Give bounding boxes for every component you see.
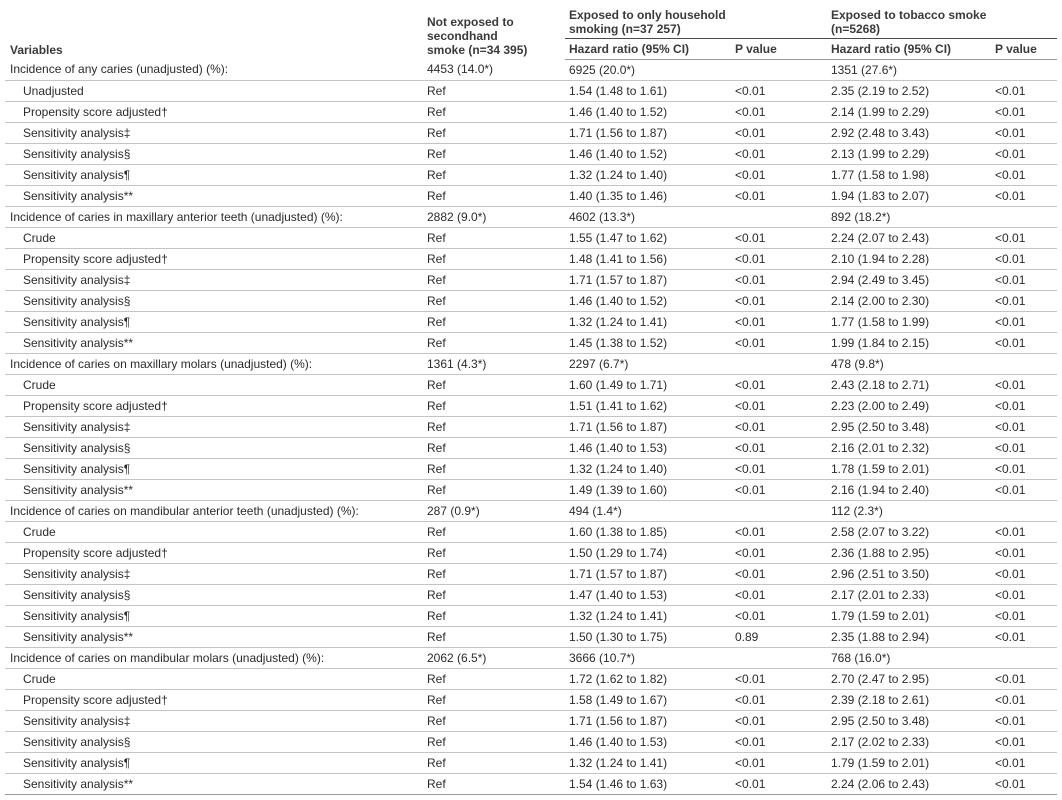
tobacco-hazard-ratio: 2.14 (1.99 to 2.29) (827, 102, 991, 123)
table-row (5, 564, 1057, 585)
tobacco-hazard-ratio: 2.39 (2.18 to 2.61) (827, 690, 991, 711)
row-label: Unadjusted (5, 81, 423, 102)
table-row-outcome (5, 501, 1057, 522)
household-p-value: <0.01 (731, 312, 827, 333)
table-row (5, 753, 1057, 774)
table-row (5, 732, 1057, 753)
table-row (5, 249, 1057, 270)
row-label: Sensitivity analysis§ (5, 585, 423, 606)
row-label: Propensity score adjusted† (5, 249, 423, 270)
table-row (5, 396, 1057, 417)
header-tobacco-line-1: Exposed to tobacco smoke (831, 8, 987, 22)
tobacco-p-value: <0.01 (991, 564, 1057, 585)
tobacco-hazard-ratio: 2.95 (2.50 to 3.48) (827, 711, 991, 732)
household-hazard-ratio: 1.47 (1.40 to 1.53) (565, 585, 731, 606)
not-exposed-value: Ref (423, 732, 565, 753)
tobacco-p-value: <0.01 (991, 417, 1057, 438)
not-exposed-value: Ref (423, 522, 565, 543)
household-p-value: <0.01 (731, 291, 827, 312)
row-label: Sensitivity analysis¶ (5, 459, 423, 480)
row-label: Sensitivity analysis** (5, 627, 423, 648)
household-hazard-ratio: 1.71 (1.56 to 1.87) (565, 417, 731, 438)
tobacco-hazard-ratio: 1.77 (1.58 to 1.98) (827, 165, 991, 186)
row-label: Sensitivity analysis¶ (5, 165, 423, 186)
tobacco-hazard-ratio: 2.43 (2.18 to 2.71) (827, 375, 991, 396)
not-exposed-value: Ref (423, 270, 565, 291)
tobacco-hazard-ratio: 2.24 (2.06 to 2.43) (827, 774, 991, 795)
tobacco-p-value: <0.01 (991, 396, 1057, 417)
tobacco-hazard-ratio: 2.10 (1.94 to 2.28) (827, 249, 991, 270)
household-p-value (731, 207, 827, 228)
household-p-value: <0.01 (731, 144, 827, 165)
table-row (5, 291, 1057, 312)
header-p-value-tobacco: P value (991, 39, 1057, 60)
tobacco-p-value: <0.01 (991, 291, 1057, 312)
row-label: Incidence of caries in maxillary anterior teeth (unadjusted) (%): (5, 207, 423, 228)
household-hazard-ratio: 1.50 (1.29 to 1.74) (565, 543, 731, 564)
household-hazard-ratio: 1.54 (1.46 to 1.63) (565, 774, 731, 795)
header-variables: Variables (10, 42, 63, 57)
household-p-value: <0.01 (731, 732, 827, 753)
tobacco-p-value: <0.01 (991, 123, 1057, 144)
tobacco-p-value: <0.01 (991, 228, 1057, 249)
table-row (5, 690, 1057, 711)
household-p-value: <0.01 (731, 123, 827, 144)
table-row (5, 186, 1057, 207)
tobacco-p-value: <0.01 (991, 480, 1057, 501)
household-hazard-ratio: 494 (1.4*) (565, 501, 731, 522)
household-p-value: <0.01 (731, 564, 827, 585)
table-row (5, 375, 1057, 396)
tobacco-hazard-ratio: 2.92 (2.48 to 3.43) (827, 123, 991, 144)
household-p-value: <0.01 (731, 102, 827, 123)
not-exposed-value: Ref (423, 375, 565, 396)
header-not-exposed-line-3: smoke (n=34 395) (427, 42, 528, 57)
household-hazard-ratio: 1.58 (1.49 to 1.67) (565, 690, 731, 711)
household-p-value: <0.01 (731, 438, 827, 459)
tobacco-p-value: <0.01 (991, 186, 1057, 207)
tobacco-p-value: <0.01 (991, 144, 1057, 165)
household-hazard-ratio: 1.60 (1.38 to 1.85) (565, 522, 731, 543)
tobacco-hazard-ratio: 112 (2.3*) (827, 501, 991, 522)
tobacco-hazard-ratio: 768 (16.0*) (827, 648, 991, 669)
tobacco-p-value: <0.01 (991, 333, 1057, 354)
household-p-value: <0.01 (731, 249, 827, 270)
not-exposed-value: Ref (423, 480, 565, 501)
not-exposed-value: Ref (423, 249, 565, 270)
not-exposed-value: Ref (423, 291, 565, 312)
row-label: Sensitivity analysis‡ (5, 417, 423, 438)
tobacco-hazard-ratio: 2.17 (2.01 to 2.33) (827, 585, 991, 606)
not-exposed-value: Ref (423, 627, 565, 648)
household-p-value: <0.01 (731, 543, 827, 564)
not-exposed-value: Ref (423, 669, 565, 690)
table-row (5, 333, 1057, 354)
results-table (5, 2, 1057, 795)
household-p-value: <0.01 (731, 690, 827, 711)
tobacco-p-value: <0.01 (991, 438, 1057, 459)
household-hazard-ratio: 1.46 (1.40 to 1.52) (565, 144, 731, 165)
household-p-value: <0.01 (731, 165, 827, 186)
household-hazard-ratio: 6925 (20.0*) (565, 60, 731, 81)
row-label: Propensity score adjusted† (5, 543, 423, 564)
tobacco-p-value: <0.01 (991, 312, 1057, 333)
household-hazard-ratio: 1.46 (1.40 to 1.53) (565, 438, 731, 459)
tobacco-p-value (991, 354, 1057, 375)
tobacco-p-value: <0.01 (991, 522, 1057, 543)
tobacco-p-value (991, 501, 1057, 522)
row-label: Sensitivity analysis§ (5, 144, 423, 165)
household-p-value: <0.01 (731, 669, 827, 690)
household-p-value: <0.01 (731, 228, 827, 249)
household-p-value: <0.01 (731, 522, 827, 543)
tobacco-p-value: <0.01 (991, 165, 1057, 186)
row-label: Sensitivity analysis¶ (5, 312, 423, 333)
not-exposed-value: 4453 (14.0*) (423, 60, 565, 81)
tobacco-hazard-ratio: 2.24 (2.07 to 2.43) (827, 228, 991, 249)
header-not-exposed-line-2: secondhand (427, 28, 498, 43)
tobacco-hazard-ratio: 892 (18.2*) (827, 207, 991, 228)
table-row (5, 312, 1057, 333)
table-row (5, 81, 1057, 102)
tobacco-hazard-ratio: 2.35 (1.88 to 2.94) (827, 627, 991, 648)
table-row (5, 270, 1057, 291)
row-label: Sensitivity analysis‡ (5, 711, 423, 732)
row-label: Incidence of caries on mandibular molars (unadjusted) (%): (5, 648, 423, 669)
tobacco-hazard-ratio: 2.94 (2.49 to 3.45) (827, 270, 991, 291)
tobacco-hazard-ratio: 1.78 (1.59 to 2.01) (827, 459, 991, 480)
not-exposed-value: Ref (423, 312, 565, 333)
household-hazard-ratio: 1.71 (1.57 to 1.87) (565, 564, 731, 585)
tobacco-hazard-ratio: 2.96 (2.51 to 3.50) (827, 564, 991, 585)
household-hazard-ratio: 1.32 (1.24 to 1.40) (565, 165, 731, 186)
household-hazard-ratio: 1.50 (1.30 to 1.75) (565, 627, 731, 648)
household-p-value: <0.01 (731, 585, 827, 606)
tobacco-p-value: <0.01 (991, 585, 1057, 606)
not-exposed-value: Ref (423, 711, 565, 732)
table-row-outcome (5, 648, 1057, 669)
not-exposed-value: Ref (423, 417, 565, 438)
header-not-exposed (423, 2, 565, 60)
household-p-value: 0.89 (731, 627, 827, 648)
household-hazard-ratio: 1.46 (1.40 to 1.53) (565, 732, 731, 753)
row-label: Sensitivity analysis** (5, 333, 423, 354)
row-label: Propensity score adjusted† (5, 690, 423, 711)
row-label: Sensitivity analysis‡ (5, 123, 423, 144)
row-label: Sensitivity analysis¶ (5, 606, 423, 627)
not-exposed-value: Ref (423, 690, 565, 711)
table-row (5, 102, 1057, 123)
tobacco-p-value: <0.01 (991, 669, 1057, 690)
household-hazard-ratio: 1.46 (1.40 to 1.52) (565, 291, 731, 312)
household-hazard-ratio: 1.71 (1.57 to 1.87) (565, 270, 731, 291)
not-exposed-value: 287 (0.9*) (423, 501, 565, 522)
table-row-outcome (5, 60, 1057, 81)
household-p-value: <0.01 (731, 459, 827, 480)
household-hazard-ratio: 1.72 (1.62 to 1.82) (565, 669, 731, 690)
household-p-value: <0.01 (731, 81, 827, 102)
not-exposed-value: Ref (423, 228, 565, 249)
household-hazard-ratio: 1.45 (1.38 to 1.52) (565, 333, 731, 354)
not-exposed-value: Ref (423, 543, 565, 564)
not-exposed-value: Ref (423, 606, 565, 627)
tobacco-p-value: <0.01 (991, 459, 1057, 480)
tobacco-p-value: <0.01 (991, 690, 1057, 711)
tobacco-p-value: <0.01 (991, 102, 1057, 123)
row-label: Sensitivity analysis§ (5, 291, 423, 312)
not-exposed-value: Ref (423, 102, 565, 123)
tobacco-hazard-ratio: 1.79 (1.59 to 2.01) (827, 606, 991, 627)
tobacco-hazard-ratio: 2.17 (2.02 to 2.33) (827, 732, 991, 753)
tobacco-hazard-ratio: 2.36 (1.88 to 2.95) (827, 543, 991, 564)
household-p-value: <0.01 (731, 186, 827, 207)
table-row (5, 774, 1057, 795)
tobacco-p-value: <0.01 (991, 732, 1057, 753)
row-label: Crude (5, 228, 423, 249)
tobacco-hazard-ratio: 2.23 (2.00 to 2.49) (827, 396, 991, 417)
tobacco-hazard-ratio: 2.95 (2.50 to 3.48) (827, 417, 991, 438)
household-hazard-ratio: 1.71 (1.56 to 1.87) (565, 123, 731, 144)
tobacco-hazard-ratio: 1.77 (1.58 to 1.99) (827, 312, 991, 333)
tobacco-p-value: <0.01 (991, 543, 1057, 564)
table-row (5, 144, 1057, 165)
household-p-value: <0.01 (731, 270, 827, 291)
household-p-value: <0.01 (731, 753, 827, 774)
row-label: Sensitivity analysis‡ (5, 270, 423, 291)
not-exposed-value: Ref (423, 396, 565, 417)
row-label: Incidence of caries on maxillary molars (unadjusted) (%): (5, 354, 423, 375)
row-label: Sensitivity analysis** (5, 774, 423, 795)
tobacco-hazard-ratio: 2.70 (2.47 to 2.95) (827, 669, 991, 690)
row-label: Sensitivity analysis§ (5, 438, 423, 459)
table-row-outcome (5, 207, 1057, 228)
household-hazard-ratio: 1.46 (1.40 to 1.52) (565, 102, 731, 123)
table-row (5, 165, 1057, 186)
tobacco-hazard-ratio: 1.79 (1.59 to 2.01) (827, 753, 991, 774)
tobacco-hazard-ratio: 2.16 (2.01 to 2.32) (827, 438, 991, 459)
tobacco-p-value: <0.01 (991, 270, 1057, 291)
not-exposed-value: Ref (423, 438, 565, 459)
tobacco-hazard-ratio: 2.14 (2.00 to 2.30) (827, 291, 991, 312)
table-row (5, 543, 1057, 564)
tobacco-p-value: <0.01 (991, 774, 1057, 795)
household-hazard-ratio: 3666 (10.7*) (565, 648, 731, 669)
household-hazard-ratio: 1.55 (1.47 to 1.62) (565, 228, 731, 249)
tobacco-p-value (991, 207, 1057, 228)
table-row (5, 522, 1057, 543)
household-p-value (731, 354, 827, 375)
header-household-group (565, 2, 827, 39)
not-exposed-value: Ref (423, 165, 565, 186)
tobacco-p-value: <0.01 (991, 375, 1057, 396)
tobacco-p-value (991, 648, 1057, 669)
tobacco-p-value: <0.01 (991, 606, 1057, 627)
tobacco-p-value: <0.01 (991, 753, 1057, 774)
table-row-outcome (5, 354, 1057, 375)
not-exposed-value: Ref (423, 753, 565, 774)
tobacco-hazard-ratio: 2.16 (1.94 to 2.40) (827, 480, 991, 501)
household-p-value: <0.01 (731, 375, 827, 396)
tobacco-hazard-ratio: 1.94 (1.83 to 2.07) (827, 186, 991, 207)
household-p-value: <0.01 (731, 774, 827, 795)
household-hazard-ratio: 1.60 (1.49 to 1.71) (565, 375, 731, 396)
household-hazard-ratio: 1.32 (1.24 to 1.40) (565, 459, 731, 480)
not-exposed-value: 1361 (4.3*) (423, 354, 565, 375)
row-label: Crude (5, 522, 423, 543)
household-p-value (731, 648, 827, 669)
household-hazard-ratio: 4602 (13.3*) (565, 207, 731, 228)
tobacco-p-value: <0.01 (991, 249, 1057, 270)
household-p-value (731, 501, 827, 522)
table-row (5, 606, 1057, 627)
household-p-value: <0.01 (731, 333, 827, 354)
row-label: Sensitivity analysis** (5, 186, 423, 207)
household-p-value: <0.01 (731, 711, 827, 732)
household-hazard-ratio: 1.40 (1.35 to 1.46) (565, 186, 731, 207)
row-label: Sensitivity analysis¶ (5, 753, 423, 774)
household-hazard-ratio: 1.51 (1.41 to 1.62) (565, 396, 731, 417)
row-label: Incidence of caries on mandibular anterior teeth (unadjusted) (%): (5, 501, 423, 522)
not-exposed-value: Ref (423, 186, 565, 207)
tobacco-p-value: <0.01 (991, 711, 1057, 732)
household-p-value: <0.01 (731, 606, 827, 627)
table-row (5, 228, 1057, 249)
table-header (5, 2, 1057, 60)
table-body (5, 60, 1057, 795)
household-hazard-ratio: 1.49 (1.39 to 1.60) (565, 480, 731, 501)
header-household-line-2: smoking (n=37 257) (569, 22, 681, 36)
household-hazard-ratio: 1.54 (1.48 to 1.61) (565, 81, 731, 102)
table-row (5, 480, 1057, 501)
tobacco-hazard-ratio: 2.13 (1.99 to 2.29) (827, 144, 991, 165)
header-p-value-household: P value (731, 39, 827, 60)
row-label: Crude (5, 375, 423, 396)
header-hazard-ratio-household: Hazard ratio (95% CI) (565, 39, 731, 60)
row-label: Propensity score adjusted† (5, 102, 423, 123)
household-p-value: <0.01 (731, 480, 827, 501)
header-tobacco-group (827, 2, 1057, 39)
table-row (5, 123, 1057, 144)
not-exposed-value: Ref (423, 585, 565, 606)
household-hazard-ratio: 1.71 (1.56 to 1.87) (565, 711, 731, 732)
household-p-value (731, 60, 827, 81)
row-label: Incidence of any caries (unadjusted) (%): (5, 60, 423, 81)
household-hazard-ratio: 2297 (6.7*) (565, 354, 731, 375)
header-not-exposed-line-1: Not exposed to (427, 14, 514, 29)
not-exposed-value: 2062 (6.5*) (423, 648, 565, 669)
row-label: Crude (5, 669, 423, 690)
household-hazard-ratio: 1.32 (1.24 to 1.41) (565, 606, 731, 627)
not-exposed-value: Ref (423, 333, 565, 354)
header-household-line-1: Exposed to only household (569, 8, 726, 22)
household-hazard-ratio: 1.32 (1.24 to 1.41) (565, 312, 731, 333)
not-exposed-value: Ref (423, 774, 565, 795)
table-row (5, 417, 1057, 438)
table-row (5, 711, 1057, 732)
table-row (5, 627, 1057, 648)
household-hazard-ratio: 1.32 (1.24 to 1.41) (565, 753, 731, 774)
not-exposed-value: Ref (423, 144, 565, 165)
tobacco-hazard-ratio: 2.58 (2.07 to 3.22) (827, 522, 991, 543)
row-label: Sensitivity analysis** (5, 480, 423, 501)
header-hazard-ratio-tobacco: Hazard ratio (95% CI) (827, 39, 991, 60)
tobacco-p-value (991, 60, 1057, 81)
not-exposed-value: Ref (423, 81, 565, 102)
table-row (5, 585, 1057, 606)
tobacco-hazard-ratio: 2.35 (2.19 to 2.52) (827, 81, 991, 102)
not-exposed-value: 2882 (9.0*) (423, 207, 565, 228)
row-label: Sensitivity analysis‡ (5, 564, 423, 585)
tobacco-hazard-ratio: 478 (9.8*) (827, 354, 991, 375)
household-hazard-ratio: 1.48 (1.41 to 1.56) (565, 249, 731, 270)
household-p-value: <0.01 (731, 417, 827, 438)
tobacco-p-value: <0.01 (991, 627, 1057, 648)
tobacco-hazard-ratio: 1351 (27.6*) (827, 60, 991, 81)
not-exposed-value: Ref (423, 459, 565, 480)
table-row (5, 459, 1057, 480)
table-row (5, 438, 1057, 459)
not-exposed-value: Ref (423, 123, 565, 144)
tobacco-p-value: <0.01 (991, 81, 1057, 102)
row-label: Propensity score adjusted† (5, 396, 423, 417)
tobacco-hazard-ratio: 1.99 (1.84 to 2.15) (827, 333, 991, 354)
row-label: Sensitivity analysis§ (5, 732, 423, 753)
header-tobacco-line-2: (n=5268) (831, 22, 881, 36)
household-p-value: <0.01 (731, 396, 827, 417)
table-row (5, 669, 1057, 690)
not-exposed-value: Ref (423, 564, 565, 585)
